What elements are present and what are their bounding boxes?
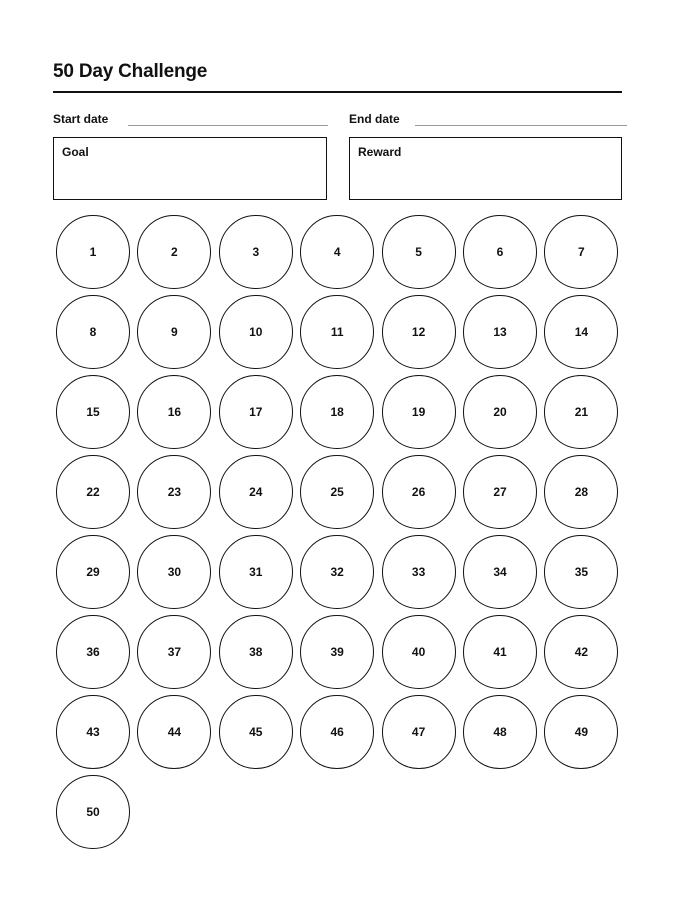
day-circle[interactable]: [219, 615, 293, 689]
day-number: 20: [493, 405, 507, 419]
day-circle[interactable]: [463, 535, 537, 609]
day-number: 26: [411, 485, 426, 499]
day-circle[interactable]: [137, 695, 211, 769]
day-number: 46: [330, 725, 344, 739]
day-circle[interactable]: [544, 295, 618, 369]
day-number: 30: [167, 565, 182, 579]
day-number: 34: [493, 565, 507, 579]
day-circle[interactable]: [137, 455, 211, 529]
start-date-field[interactable]: [128, 112, 328, 126]
day-circle[interactable]: [300, 295, 374, 369]
day-number: 47: [411, 725, 426, 739]
day-number: 19: [411, 405, 426, 419]
title-divider: [53, 91, 622, 93]
day-number: 49: [574, 725, 589, 739]
day-number: 1: [89, 245, 97, 259]
day-number: 33: [411, 565, 426, 579]
day-circle[interactable]: [382, 695, 456, 769]
day-circle[interactable]: [382, 215, 456, 289]
day-number: 22: [86, 485, 100, 499]
day-number: 24: [249, 485, 263, 499]
day-circle[interactable]: [219, 535, 293, 609]
day-circle[interactable]: [219, 215, 293, 289]
day-number: 9: [171, 325, 178, 339]
day-number: 17: [249, 405, 263, 419]
day-number: 36: [86, 645, 100, 659]
reward-label: Reward: [358, 145, 402, 159]
day-number: 2: [171, 245, 178, 259]
day-circle[interactable]: [544, 455, 618, 529]
day-number: 25: [330, 485, 344, 499]
day-number: 32: [330, 565, 344, 579]
day-number: 21: [574, 405, 589, 419]
day-circle[interactable]: [300, 535, 374, 609]
day-number: 43: [86, 725, 100, 739]
day-number: 38: [249, 645, 263, 659]
day-number: 13: [493, 325, 507, 339]
day-number: 3: [252, 245, 260, 259]
day-circle[interactable]: [300, 615, 374, 689]
day-number: 23: [167, 485, 182, 499]
day-circle[interactable]: [56, 215, 130, 289]
day-number: 31: [249, 565, 263, 579]
day-grid: [56, 215, 622, 855]
day-circle[interactable]: [137, 215, 211, 289]
day-circle[interactable]: [219, 695, 293, 769]
day-number: 11: [330, 325, 344, 339]
day-circle[interactable]: [382, 295, 456, 369]
day-circle[interactable]: [300, 375, 374, 449]
day-circle[interactable]: [137, 295, 211, 369]
day-number: 50: [86, 805, 100, 819]
day-circle[interactable]: [463, 375, 537, 449]
day-number: 35: [574, 565, 589, 579]
day-number: 28: [574, 485, 589, 499]
day-circle[interactable]: [463, 615, 537, 689]
day-number: 6: [496, 245, 504, 259]
day-circle[interactable]: [382, 455, 456, 529]
page-title: 50 Day Challenge: [53, 61, 208, 82]
day-circle[interactable]: [382, 615, 456, 689]
day-number: 14: [574, 325, 589, 339]
day-number: 27: [493, 485, 507, 499]
day-circle[interactable]: [544, 695, 618, 769]
goal-label: Goal: [62, 145, 89, 159]
day-circle[interactable]: [544, 535, 618, 609]
end-date-label: End date: [349, 112, 400, 126]
day-number: 40: [411, 645, 426, 659]
day-circle[interactable]: [544, 215, 618, 289]
day-circle[interactable]: [544, 615, 618, 689]
start-date-label: Start date: [53, 112, 109, 126]
day-circle[interactable]: [300, 215, 374, 289]
day-circle[interactable]: [56, 455, 130, 529]
day-number: 29: [86, 565, 100, 579]
day-circle[interactable]: [56, 375, 130, 449]
day-number: 39: [330, 645, 344, 659]
day-circle[interactable]: [56, 695, 130, 769]
goal-box[interactable]: [53, 137, 327, 200]
day-number: 4: [333, 245, 341, 259]
day-circle[interactable]: [544, 375, 618, 449]
day-circle[interactable]: [219, 375, 293, 449]
day-number: 44: [167, 725, 182, 739]
day-number: 10: [249, 325, 263, 339]
day-number: 41: [493, 645, 507, 659]
end-date-row: [349, 112, 627, 126]
start-date-row: [53, 112, 328, 126]
day-circle[interactable]: [382, 375, 456, 449]
day-number: 18: [330, 405, 344, 419]
day-number: 16: [167, 405, 182, 419]
day-circle[interactable]: [137, 615, 211, 689]
day-circle[interactable]: [137, 535, 211, 609]
day-number: 12: [411, 325, 426, 339]
day-circle[interactable]: [300, 695, 374, 769]
day-circle[interactable]: [56, 775, 130, 849]
day-circle[interactable]: [463, 695, 537, 769]
day-circle[interactable]: [382, 535, 456, 609]
day-number: 48: [493, 725, 507, 739]
end-date-field[interactable]: [415, 112, 627, 126]
day-number: 5: [415, 245, 422, 259]
day-circle[interactable]: [219, 455, 293, 529]
day-circle[interactable]: [300, 455, 374, 529]
day-circle[interactable]: [56, 535, 130, 609]
day-number: 42: [574, 645, 589, 659]
day-circle[interactable]: [219, 295, 293, 369]
day-circle[interactable]: [56, 295, 130, 369]
day-number: 8: [89, 325, 97, 339]
day-number: 45: [249, 725, 263, 739]
day-number: 15: [86, 405, 100, 419]
day-number: 37: [167, 645, 182, 659]
day-circle[interactable]: [56, 615, 130, 689]
day-circle[interactable]: [463, 455, 537, 529]
day-circle[interactable]: [463, 215, 537, 289]
day-circle[interactable]: [463, 295, 537, 369]
reward-box[interactable]: [349, 137, 622, 200]
day-circle[interactable]: [137, 375, 211, 449]
day-number: 7: [578, 245, 585, 259]
